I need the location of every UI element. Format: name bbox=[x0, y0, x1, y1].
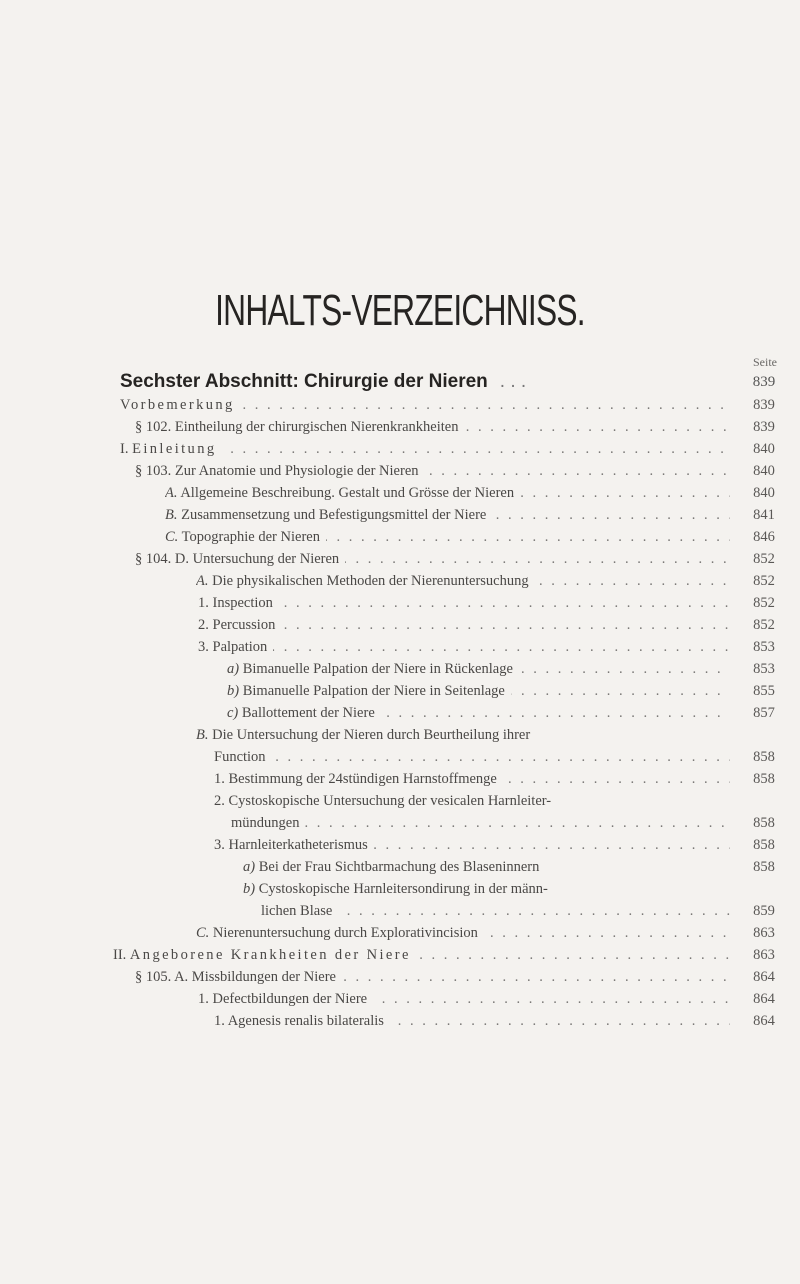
toc-entry-prefix: 1. bbox=[198, 991, 209, 1007]
toc-entry bbox=[231, 812, 730, 834]
toc-entry-prefix: 2. bbox=[198, 617, 209, 633]
toc-entry bbox=[120, 394, 730, 416]
toc-entry bbox=[261, 900, 730, 922]
toc-entry bbox=[198, 614, 730, 636]
toc-entry bbox=[214, 1010, 730, 1032]
toc-entry-prefix: c) bbox=[227, 705, 239, 721]
toc-entry-text: Untersuchung der Nieren bbox=[192, 551, 340, 567]
toc-entry-prefix: 3. bbox=[198, 639, 209, 655]
toc-page-number: 846 bbox=[753, 529, 775, 545]
toc-entry bbox=[165, 504, 730, 526]
toc-entry-text: Ballottement der Niere bbox=[241, 705, 375, 721]
toc-entry-text: mündungen bbox=[231, 815, 305, 831]
toc-entry bbox=[196, 724, 730, 746]
toc-entry-prefix: b) bbox=[227, 683, 240, 699]
toc-entry-prefix: 1. bbox=[214, 1013, 225, 1029]
toc-entry-text: Eintheilung der chirurgischen Nierenkrankheiten bbox=[174, 419, 459, 435]
toc-page-number: 839 bbox=[753, 397, 775, 413]
toc-entry-prefix: B. bbox=[165, 507, 178, 523]
toc-page-number: 864 bbox=[753, 991, 775, 1007]
toc-entry-text: Missbildungen der Niere bbox=[191, 969, 336, 985]
toc-page-number: 852 bbox=[753, 551, 775, 567]
toc-entry bbox=[135, 548, 730, 570]
toc-page-number: 839 bbox=[753, 419, 775, 435]
toc-page-number: 863 bbox=[753, 925, 775, 941]
toc-entry-text: Vorbemerkung bbox=[120, 397, 241, 413]
toc-entry bbox=[120, 438, 730, 460]
toc-entry-prefix: 3. bbox=[214, 837, 225, 853]
toc-entry-text: Function bbox=[214, 749, 272, 765]
toc-entry-prefix: § 103. bbox=[135, 463, 172, 479]
toc-entry-text: Bimanuelle Palpation der Niere in Rückenlage bbox=[242, 661, 513, 677]
toc-page-number: 863 bbox=[753, 947, 775, 963]
toc-entry bbox=[227, 680, 730, 702]
section-heading bbox=[120, 371, 690, 393]
toc-entry-prefix: A. bbox=[165, 485, 178, 501]
toc-entry bbox=[198, 988, 730, 1010]
toc-entry-text: Die physikalischen Methoden der Nierenuntersuchung bbox=[212, 573, 529, 589]
toc-entry-text: Topographie der Nieren bbox=[181, 529, 320, 545]
toc-entry-prefix: 1. bbox=[214, 771, 225, 787]
toc-entry-text: Zusammensetzung und Befestigungsmittel der Niere bbox=[181, 507, 487, 523]
toc-entry-text: lichen Blase bbox=[261, 903, 338, 919]
toc-entry-prefix: C. bbox=[196, 925, 210, 941]
toc-page-number: 841 bbox=[753, 507, 775, 523]
toc-entry-text: Die Untersuchung der Nieren durch Beurtheilung ihrer bbox=[212, 727, 531, 743]
toc-page-number: 864 bbox=[753, 969, 775, 985]
toc-entry-prefix: I. bbox=[120, 441, 129, 457]
toc-entry bbox=[243, 856, 730, 878]
toc-entry-text: Palpation bbox=[212, 639, 268, 655]
toc-entry-prefix: II. bbox=[113, 947, 127, 963]
toc-entry bbox=[214, 768, 730, 790]
page-column-label: Seite bbox=[753, 355, 777, 369]
toc-entry-prefix: B. bbox=[196, 727, 209, 743]
toc-page-number: 858 bbox=[753, 815, 775, 831]
toc-entry bbox=[198, 636, 730, 658]
toc-entry-text: Bimanuelle Palpation der Niere in Seitenlage bbox=[242, 683, 505, 699]
toc-entry-text: Einleitung bbox=[132, 441, 217, 457]
toc-page-number: 858 bbox=[753, 749, 775, 765]
document-title: INHALTS-VERZEICHNISS. bbox=[215, 286, 585, 335]
toc-entry bbox=[214, 790, 730, 812]
toc-entry-prefix: a) bbox=[243, 859, 256, 875]
toc-entry bbox=[165, 526, 730, 548]
toc-page-number: 852 bbox=[753, 573, 775, 589]
toc-page-number: 853 bbox=[753, 639, 775, 655]
toc-page-number: 852 bbox=[753, 595, 775, 611]
toc-entry-text: Inspection bbox=[212, 595, 273, 611]
toc-page-number: 858 bbox=[753, 837, 775, 853]
toc-entry-text: Nierenuntersuchung durch Explorativincision bbox=[212, 925, 478, 941]
toc-page-number: 840 bbox=[753, 485, 775, 501]
toc-entry bbox=[214, 746, 730, 768]
toc-entry-prefix: C. bbox=[165, 529, 179, 545]
toc-entry-text: Harnleiterkatheterismus bbox=[228, 837, 368, 853]
toc-entry-text: Defectbildungen der Niere bbox=[212, 991, 368, 1007]
toc-page-number: 840 bbox=[753, 463, 775, 479]
toc-page-number: 859 bbox=[753, 903, 775, 919]
toc-entry-text: Percussion bbox=[212, 617, 276, 633]
toc-page-number: 853 bbox=[753, 661, 775, 677]
toc-entry-text: Bei der Frau Sichtbarmachung des Blaseninnern bbox=[258, 859, 540, 875]
toc-page-number: 852 bbox=[753, 617, 775, 633]
toc-entry-text: Angeborene Krankheiten der Niere bbox=[129, 947, 411, 963]
toc-entry-text: Cystoskopische Harnleitersondirung in der männ- bbox=[258, 881, 548, 897]
toc-page-number: 858 bbox=[753, 859, 775, 875]
toc-entry bbox=[243, 878, 730, 900]
toc-page-number: 840 bbox=[753, 441, 775, 457]
toc-entry bbox=[165, 482, 730, 504]
toc-entry-text: Zur Anatomie und Physiologie der Nieren bbox=[174, 463, 419, 479]
toc-entry-prefix: § 105. A. bbox=[135, 969, 189, 985]
toc-entry-text: Cystoskopische Untersuchung der vesicalen Harnleiter- bbox=[228, 793, 552, 809]
toc-entry bbox=[227, 702, 730, 724]
toc-entry-prefix: § 102. bbox=[135, 419, 172, 435]
toc-page-number: 855 bbox=[753, 683, 775, 699]
toc-entry-prefix: A. bbox=[196, 573, 209, 589]
toc-entry bbox=[135, 416, 730, 438]
toc-page-number: 857 bbox=[753, 705, 775, 721]
toc-entry bbox=[198, 592, 730, 614]
section-heading-text: Sechster Abschnitt: Chirurgie der Nieren bbox=[120, 371, 488, 392]
toc-entry bbox=[135, 966, 730, 988]
section-page-number: 839 bbox=[752, 374, 776, 390]
toc-entry-text: Bestimmung der 24stündigen Harnstoffmenge bbox=[228, 771, 497, 787]
toc-entry bbox=[214, 834, 730, 856]
toc-entry-prefix: a) bbox=[227, 661, 240, 677]
toc-entry bbox=[196, 570, 730, 592]
toc-entry-prefix: 1. bbox=[198, 595, 209, 611]
toc-entry bbox=[227, 658, 730, 680]
toc-entry-text: Allgemeine Beschreibung. Gestalt und Grösse der Nieren bbox=[180, 485, 515, 501]
toc-entry bbox=[135, 460, 730, 482]
toc-entry bbox=[196, 922, 730, 944]
toc-entry-prefix: 2. bbox=[214, 793, 225, 809]
section-heading-dots: . . . bbox=[499, 371, 527, 392]
toc-page-number: 858 bbox=[753, 771, 775, 787]
toc-entry-prefix: b) bbox=[243, 881, 256, 897]
toc-entry-text: Agenesis renalis bilateralis bbox=[227, 1013, 384, 1029]
toc-page-number: 864 bbox=[753, 1013, 775, 1029]
toc-entry bbox=[113, 944, 730, 966]
toc-entry-prefix: § 104. D. bbox=[135, 551, 189, 567]
